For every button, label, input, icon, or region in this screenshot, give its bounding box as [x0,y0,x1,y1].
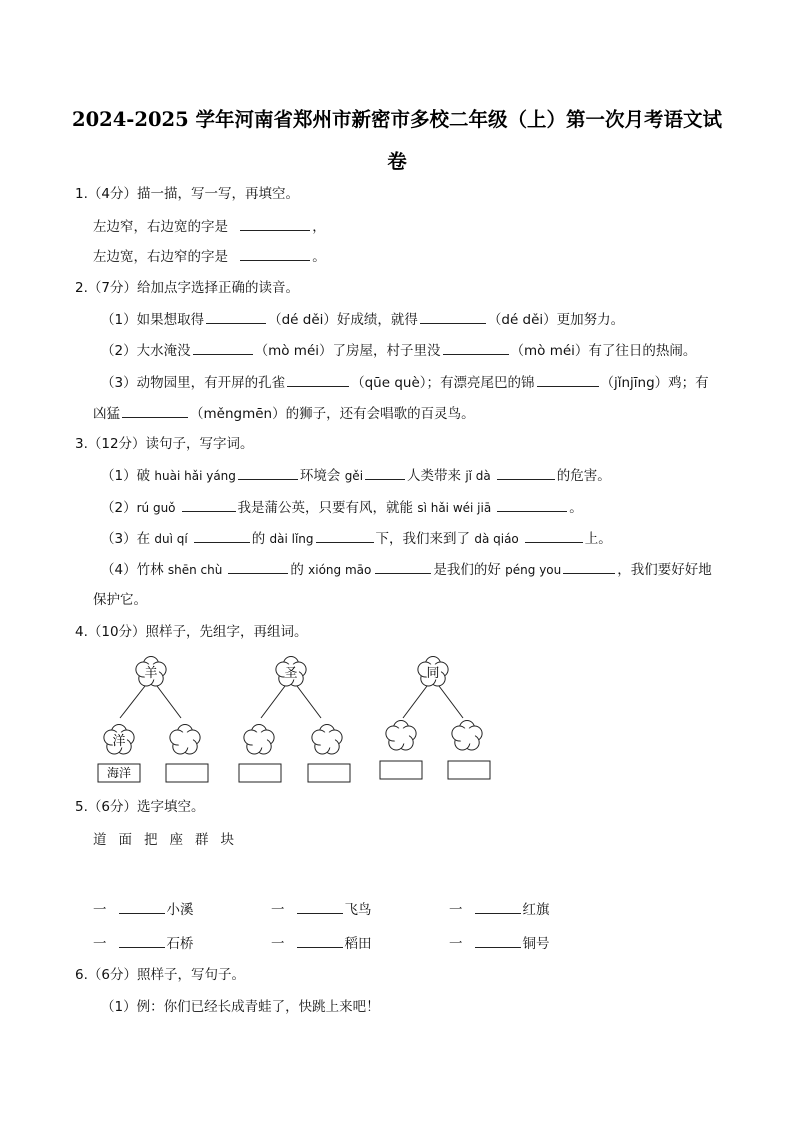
group3-right-box[interactable] [448,761,490,779]
q1-line1-prefix: 左边窄，右边宽的字是 [93,219,228,235]
q3-s2-pinyin1: rú guǒ [136,501,176,515]
group1-top-char: 羊 [144,666,158,681]
q5-r1-i1-blank[interactable] [119,899,165,914]
q3-s1-b: 环境会 [299,468,345,484]
q3-s2-b: 我是蒲公英，只要有风，就能 [237,500,418,516]
group3 [380,657,490,780]
q3-s4-pinyin2: xióng māo [308,563,372,577]
q5-r2-i3-word: 铜号 [522,936,550,952]
q2-s3b-b: （měngmēn）的狮子，还有会唱歌的百灵鸟。 [190,406,475,422]
q3-s4-pinyin1: shēn chù [167,563,223,577]
group3-left-box[interactable] [380,761,422,779]
q5-r1-i1-prefix: 一 [93,902,107,918]
q3-s3-c: 下，我们来到了 [375,531,475,547]
q5-heading: 5.（6分）选字填空。 [75,799,205,815]
q2-s2-c: （mò méi）有了往日的热闹。 [510,343,697,359]
q5-r2-i3-prefix: 一 [449,936,463,952]
q3-s3-pinyin3: dà qiáo [474,532,519,546]
q2-sentence1 [101,309,624,330]
q3-s1-c: 人类带来 [407,468,466,484]
q3-s2-blank2[interactable] [497,497,567,512]
q2-s1-a: （1）如果想取得 [101,312,205,328]
q5-option-5: 群 [195,832,209,848]
q5-r2-i2-blank[interactable] [297,933,343,948]
q5-r1-i2-word: 飞鸟 [344,902,372,918]
q3-sentence4-cont: 保护它。 [93,592,147,608]
q3-s3-blank1[interactable] [194,528,250,543]
q2-s3-a: （3）动物园里，有开屏的孔雀 [101,375,286,391]
q2-s2-a: （2）大水淹没 [101,343,191,359]
group2-left-box[interactable] [239,764,281,782]
q5-r1-i2-blank[interactable] [297,899,343,914]
q3-s4-pinyin3: péng you [505,563,562,577]
q5-option-3: 把 [144,832,158,848]
word-flower-diagram [95,650,515,790]
q2-sentence2 [101,340,696,361]
exam-title-line2: 卷 [387,150,407,173]
q5-r1-i2-prefix: 一 [271,902,285,918]
q3-sentence2 [101,497,583,518]
q1-line1 [93,216,326,237]
q5-r1-i3-blank[interactable] [475,899,521,914]
q5-option-2: 面 [118,832,132,848]
group1-left-word: 海洋 [106,766,132,780]
q5-row1-item3 [449,898,550,918]
q2-heading: 2.（7分）给加点字选择正确的读音。 [75,280,299,296]
q2-s3b-a: 凶猛 [93,406,120,422]
q3-s1-a: （1）破 [101,468,155,484]
q1-line2 [93,246,326,267]
q5-r1-i3-prefix: 一 [449,902,463,918]
q3-s3-b: 的 [251,531,270,547]
q3-sentence4 [101,559,712,580]
q6-example: （1）例：你们已经长成青蛙了，快跳上来吧！ [101,999,380,1015]
q5-options [93,830,246,850]
q3-s1-d: 的危害。 [556,468,611,484]
q2-s1-blank2[interactable] [420,309,486,324]
q1-blank2[interactable] [240,246,310,261]
q3-s1-pinyin1: huài hǎi yáng [154,469,236,483]
group2-top-char: 圣 [284,666,298,681]
q1-line2-suffix: 。 [312,249,326,265]
q3-sentence1 [101,465,611,486]
q5-r2-i2-prefix: 一 [271,936,285,952]
q3-s3-a: （3）在 [101,531,155,547]
q2-s3-c: （jǐnjīng）鸡；有 [600,375,709,391]
q5-r2-i1-blank[interactable] [119,933,165,948]
q3-s2-c: 。 [569,500,583,516]
q3-s3-blank2[interactable] [316,528,374,543]
group3-branch-right [439,686,463,718]
q3-s1-pinyin2: gěi [344,469,364,483]
q3-s4-blank3[interactable] [563,559,615,574]
q3-s4-blank2[interactable] [375,559,431,574]
q3-s2-blank1[interactable] [182,497,236,512]
q3-heading: 3.（12分）读句子，写字词。 [75,436,254,452]
q2-sentence3-cont [93,403,475,424]
group3-left-flower[interactable] [386,721,416,751]
q5-r1-i1-word: 小溪 [166,902,194,918]
group1-branch-left [120,686,145,718]
q4-heading: 4.（10分）照样子，先组字，再组词。 [75,624,308,640]
group1-left-char: 洋 [112,734,126,749]
q3-s3-pinyin2: dài lǐng [269,532,314,546]
group2-branch-left [261,686,285,718]
q3-s1-pinyin3: jǐ dà [465,469,491,483]
q2-s1-c: （dé děi）更加努力。 [487,312,625,328]
group2-branch-right [297,686,321,718]
q2-s3-blank2[interactable] [537,372,599,387]
q3-s4-c: 是我们的好 [433,562,506,578]
group2-right-box[interactable] [308,764,350,782]
q5-option-4: 座 [169,832,183,848]
q5-row2-item2 [271,932,372,952]
q1-heading: 1.（4分）描一描，写一写，再填空。 [75,186,299,202]
q2-s2-blank1[interactable] [193,340,253,355]
group1-branch-right [157,686,181,718]
q5-r2-i3-blank[interactable] [475,933,521,948]
q3-s3-blank3[interactable] [525,528,583,543]
q5-row2-item3 [449,932,550,952]
q3-s1-blank2[interactable] [365,465,405,480]
q3-s3-d: 上。 [584,531,612,547]
q3-s2-pinyin2: sì hǎi wéi jiā [417,501,492,515]
q5-r2-i1-prefix: 一 [93,936,107,952]
group1 [98,657,208,783]
q3-s1-blank1[interactable] [238,465,298,480]
q3-s2-a: （2） [101,500,137,516]
q1-line2-prefix: 左边宽，右边窄的字是 [93,249,228,265]
exam-title-line1: 2024-2025 学年河南省郑州市新密市多校二年级（上）第一次月考语文试 [72,108,722,131]
group3-top-char: 同 [426,666,440,681]
q1-line1-suffix: ， [312,219,326,235]
q3-s4-blank1[interactable] [228,559,288,574]
q3-s4-d: ，我们要好好地 [617,562,712,578]
group1-right-box[interactable] [166,764,208,782]
q5-row1-item1 [93,898,194,918]
q2-s1-blank1[interactable] [206,309,266,324]
q2-s3b-blank[interactable] [122,403,188,418]
group2-left-flower[interactable] [244,725,274,755]
q5-option-1: 道 [93,832,107,848]
q6-heading: 6.（6分）照样子，写句子。 [75,967,245,983]
q1-blank1[interactable] [240,216,310,231]
q5-row2-item1 [93,932,194,952]
q2-s2-b: （mò méi）了房屋，村子里没 [254,343,441,359]
q3-s4-b: 的 [290,562,309,578]
q3-s3-pinyin1: duì qí [154,532,188,546]
group1-right-flower[interactable] [170,725,200,755]
q5-r1-i3-word: 红旗 [522,902,550,918]
group2 [239,657,350,783]
group3-branch-left [403,686,427,718]
group2-right-flower[interactable] [312,725,342,755]
group3-right-flower[interactable] [452,721,482,751]
q2-s3-b: （qūe què）；有漂亮尾巴的锦 [351,375,535,391]
q5-row1-item2 [271,898,372,918]
q2-s2-blank2[interactable] [443,340,509,355]
q5-r2-i1-word: 石桥 [166,936,194,952]
q5-r2-i2-word: 稻田 [344,936,372,952]
q2-sentence3 [101,372,709,393]
q5-option-6: 块 [220,832,234,848]
q3-s1-blank3[interactable] [497,465,555,480]
q2-s3-blank1[interactable] [287,372,349,387]
q2-s1-b: （dé děi）好成绩，就得 [268,312,418,328]
q3-s4-a: （4）竹林 [101,562,168,578]
q3-sentence3 [101,528,612,549]
